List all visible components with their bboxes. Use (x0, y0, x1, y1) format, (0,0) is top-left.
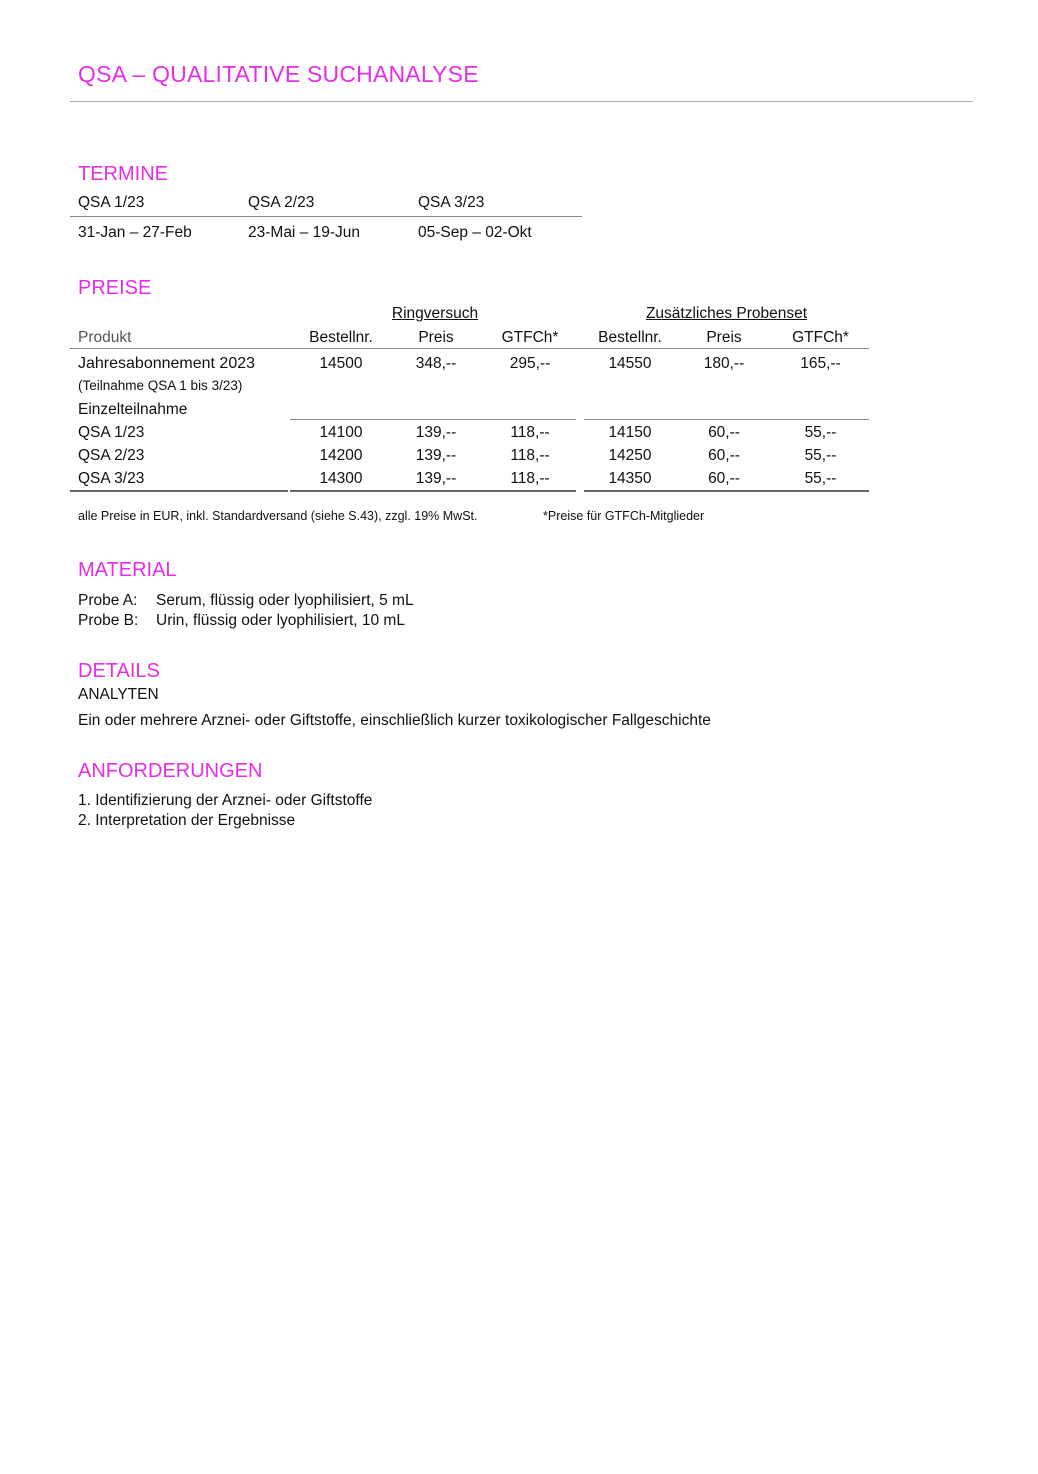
termine-date-2: 23-Mai – 19-Jun (248, 224, 361, 241)
row-ring-preis: 139,-- (415, 470, 457, 487)
row-ring-gtfch: 118,-- (510, 424, 550, 441)
table-bottom-produkt (70, 490, 288, 492)
material-label: Probe A: (78, 592, 138, 609)
row-extra-gtfch: 55,-- (804, 424, 837, 441)
table-bottom-extra (584, 490, 869, 492)
einzel-divider-extra (584, 419, 869, 420)
row-ring-nr: 14100 (319, 424, 363, 441)
termine-header-3: QSA 3/23 (418, 194, 485, 211)
details-subheading: ANALYTEN (78, 686, 159, 703)
preise-heading: PREISE (78, 277, 152, 299)
material-text: Urin, flüssig oder lyophilisiert, 10 mL (156, 612, 405, 629)
row-extra-nr: 14350 (608, 470, 652, 487)
footnote-prices: alle Preise in EUR, inkl. Standardversand (siehe S.43), zzgl. 19% MwSt. (78, 509, 478, 523)
col-extra-gtfch: GTFCh* (792, 329, 849, 346)
row-name: QSA 3/23 (78, 470, 145, 487)
abo-note: (Teilnahme QSA 1 bis 3/23) (78, 378, 243, 393)
anforderung-item: 1. Identifizierung der Arznei- oder Giftstoffe (78, 792, 373, 809)
page-title: QSA – QUALITATIVE SUCHANALYSE (78, 61, 479, 87)
material-label: Probe B: (78, 612, 139, 629)
termine-divider (70, 216, 582, 217)
col-ring-preis: Preis (418, 329, 454, 346)
footnote-gtfch: *Preise für GTFCh-Mitglieder (543, 509, 705, 523)
einzel-divider-ring (290, 419, 576, 420)
termine-heading: TERMINE (78, 163, 168, 185)
preise-header-divider (70, 348, 869, 349)
row-extra-preis: 60,-- (708, 447, 740, 464)
details-heading: DETAILS (78, 660, 160, 682)
abo-ring-preis: 348,-- (415, 355, 457, 372)
abo-name: Jahresabonnement 2023 (78, 355, 256, 372)
termine-date-1: 31-Jan – 27-Feb (78, 224, 192, 241)
termine-header-1: QSA 1/23 (78, 194, 145, 211)
col-extra-bestellnr: Bestellnr. (598, 329, 662, 346)
row-name: QSA 1/23 (78, 424, 145, 441)
termine-date-3: 05-Sep – 02-Okt (418, 224, 532, 241)
col-produkt: Produkt (78, 329, 132, 346)
abo-ring-gtfch: 295,-- (509, 355, 551, 372)
col-ring-gtfch: GTFCh* (501, 329, 559, 346)
termine-header-2: QSA 2/23 (248, 194, 315, 211)
abo-extra-nr: 14550 (608, 355, 652, 372)
row-extra-gtfch: 55,-- (804, 470, 837, 487)
material-heading: MATERIAL (78, 559, 177, 581)
row-ring-preis: 139,-- (415, 424, 457, 441)
row-extra-gtfch: 55,-- (804, 447, 837, 464)
group-ringversuch: Ringversuch (391, 305, 479, 322)
abo-extra-gtfch: 165,-- (800, 355, 841, 372)
row-name: QSA 2/23 (78, 447, 145, 464)
row-ring-preis: 139,-- (415, 447, 457, 464)
table-bottom-ring (290, 490, 576, 492)
col-ring-bestellnr: Bestellnr. (309, 329, 373, 346)
abo-extra-preis: 180,-- (703, 355, 745, 372)
einzel-label: Einzelteilnahme (78, 401, 188, 418)
row-extra-preis: 60,-- (708, 470, 740, 487)
group-probenset: Zusätzliches Probenset (645, 305, 808, 322)
row-extra-preis: 60,-- (708, 424, 740, 441)
abo-ring-nr: 14500 (319, 355, 363, 372)
anforderungen-heading: ANFORDERUNGEN (78, 760, 263, 782)
row-extra-nr: 14250 (608, 447, 652, 464)
details-text: Ein oder mehrere Arznei- oder Giftstoffe, einschließlich kurzer toxikologischer Fallgeschichte (78, 712, 711, 729)
row-ring-nr: 14300 (319, 470, 363, 487)
row-ring-gtfch: 118,-- (510, 447, 550, 464)
row-ring-gtfch: 118,-- (510, 470, 550, 487)
row-extra-nr: 14150 (608, 424, 652, 441)
material-text: Serum, flüssig oder lyophilisiert, 5 mL (156, 592, 414, 609)
anforderung-item: 2. Interpretation der Ergebnisse (78, 812, 296, 829)
title-divider (70, 101, 973, 102)
col-extra-preis: Preis (706, 329, 742, 346)
row-ring-nr: 14200 (319, 447, 363, 464)
